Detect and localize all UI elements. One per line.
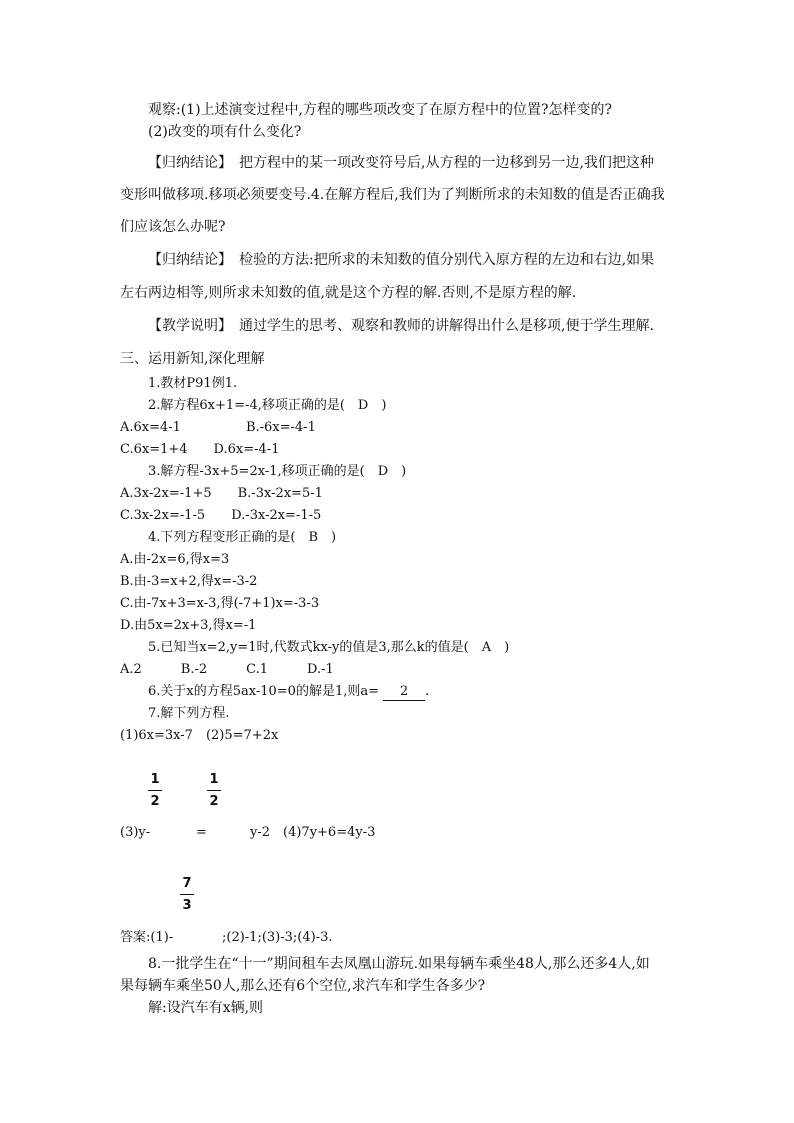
conclusion-1-line-1: 【归纳结论】 把方程中的某一项改变符号后,从方程的一边移到另一边,我们把这种 [148,155,654,171]
question-4-option-a: A.由-2x=6,得x=3 [120,552,230,567]
fraction-one-half-2 [207,772,221,810]
question-6-text: 6.关于x的方程5ax-10=0的解是1,则a= [148,684,380,699]
question-5: 5.已知当x=2,y=1时,代数式kx-y的值是3,那么k的值是( A ) [148,640,510,655]
question-8-line-2: 果每辆车乘坐50人,那么还有6个空位,求汽车和学生各多少? [120,978,486,994]
question-4: 4.下列方程变形正确的是( B ) [148,530,337,545]
question-7: 7.解下列方程. [148,706,230,721]
fraction-bar [148,790,162,791]
question-2-options-ab: A.6x=4-1 B.-6x=-4-1 [120,420,316,435]
fraction-numerator: 1 [150,772,160,787]
question-6-period: . [425,684,430,699]
fraction-denominator: 3 [182,898,192,913]
question-6-answer-blank: 2 [383,684,425,701]
question-6 [148,684,429,701]
conclusion-2-line-2: 左右两边相等,则所求未知数的值,就是这个方程的解.否则,不是原方程的解. [120,285,577,301]
question-7-equation-3-prefix: (3)y- [120,825,151,840]
fraction-bar [207,790,221,791]
conclusion-2-line-1: 【归纳结论】 检验的方法:把所求的未知数的值分别代入原方程的左边和右边,如果 [148,252,655,268]
fraction-numerator: 7 [182,876,192,891]
question-7-equation-3-equals: = [196,825,207,840]
observe-line-2: (2)改变的项有什么变化? [148,124,302,140]
fraction-numerator: 1 [209,772,219,787]
fraction-denominator: 2 [209,794,219,809]
question-2: 2.解方程6x+1=-4,移项正确的是( D ) [148,398,387,413]
question-4-option-b: B.由-3=x+2,得x=-3-2 [120,574,258,589]
section-3-heading: 三、运用新知,深化理解 [120,351,265,367]
conclusion-1-line-2: 变形叫做移项.移项必须要变号.4.在解方程后,我们为了判断所求的未知数的值是否正确我 [120,187,665,203]
fraction-one-half-1 [148,772,162,810]
question-4-option-c: C.由-7x+3=x-3,得(-7+1)x=-3-3 [120,596,320,611]
question-5-options: A.2 B.-2 C.1 D.-1 [120,662,334,677]
question-8-solution-start: 解:设汽车有x辆,则 [148,1000,264,1016]
fraction-seven-thirds [180,876,194,914]
fraction-bar [180,894,194,895]
question-7-equations-1-2: (1)6x=3x-7 (2)5=7+2x [120,728,279,743]
question-4-option-d: D.由5x=2x+3,得x=-1 [120,618,257,633]
question-1: 1.教材P91例1. [148,376,238,391]
conclusion-1-line-3: 们应该怎么办呢? [120,219,226,235]
answer-prefix: 答案:(1)- [120,930,174,945]
answer-rest: ;(2)-1;(3)-3;(4)-3. [222,930,333,945]
question-7-equations-3-4: y-2 (4)7y+6=4y-3 [250,825,376,840]
question-3-options-cd: C.3x-2x=-1-5 D.-3x-2x=-1-5 [120,508,322,523]
question-3-options-ab: A.3x-2x=-1+5 B.-3x-2x=5-1 [120,486,323,501]
question-8-line-1: 8.一批学生在“十一”期间租车去凤凰山游玩.如果每辆车乘坐48人,那么还多4人,如 [148,956,650,972]
observe-line-1: 观察:(1)上述演变过程中,方程的哪些项改变了在原方程中的位置?怎样变的? [148,102,613,118]
teaching-note: 【教学说明】 通过学生的思考、观察和教师的讲解得出什么是移项,便于学生理解. [148,318,654,334]
fraction-denominator: 2 [150,794,160,809]
question-3: 3.解方程-3x+5=2x-1,移项正确的是( D ) [148,464,407,479]
question-2-options-cd: C.6x=1+4 D.6x=-4-1 [120,442,280,457]
